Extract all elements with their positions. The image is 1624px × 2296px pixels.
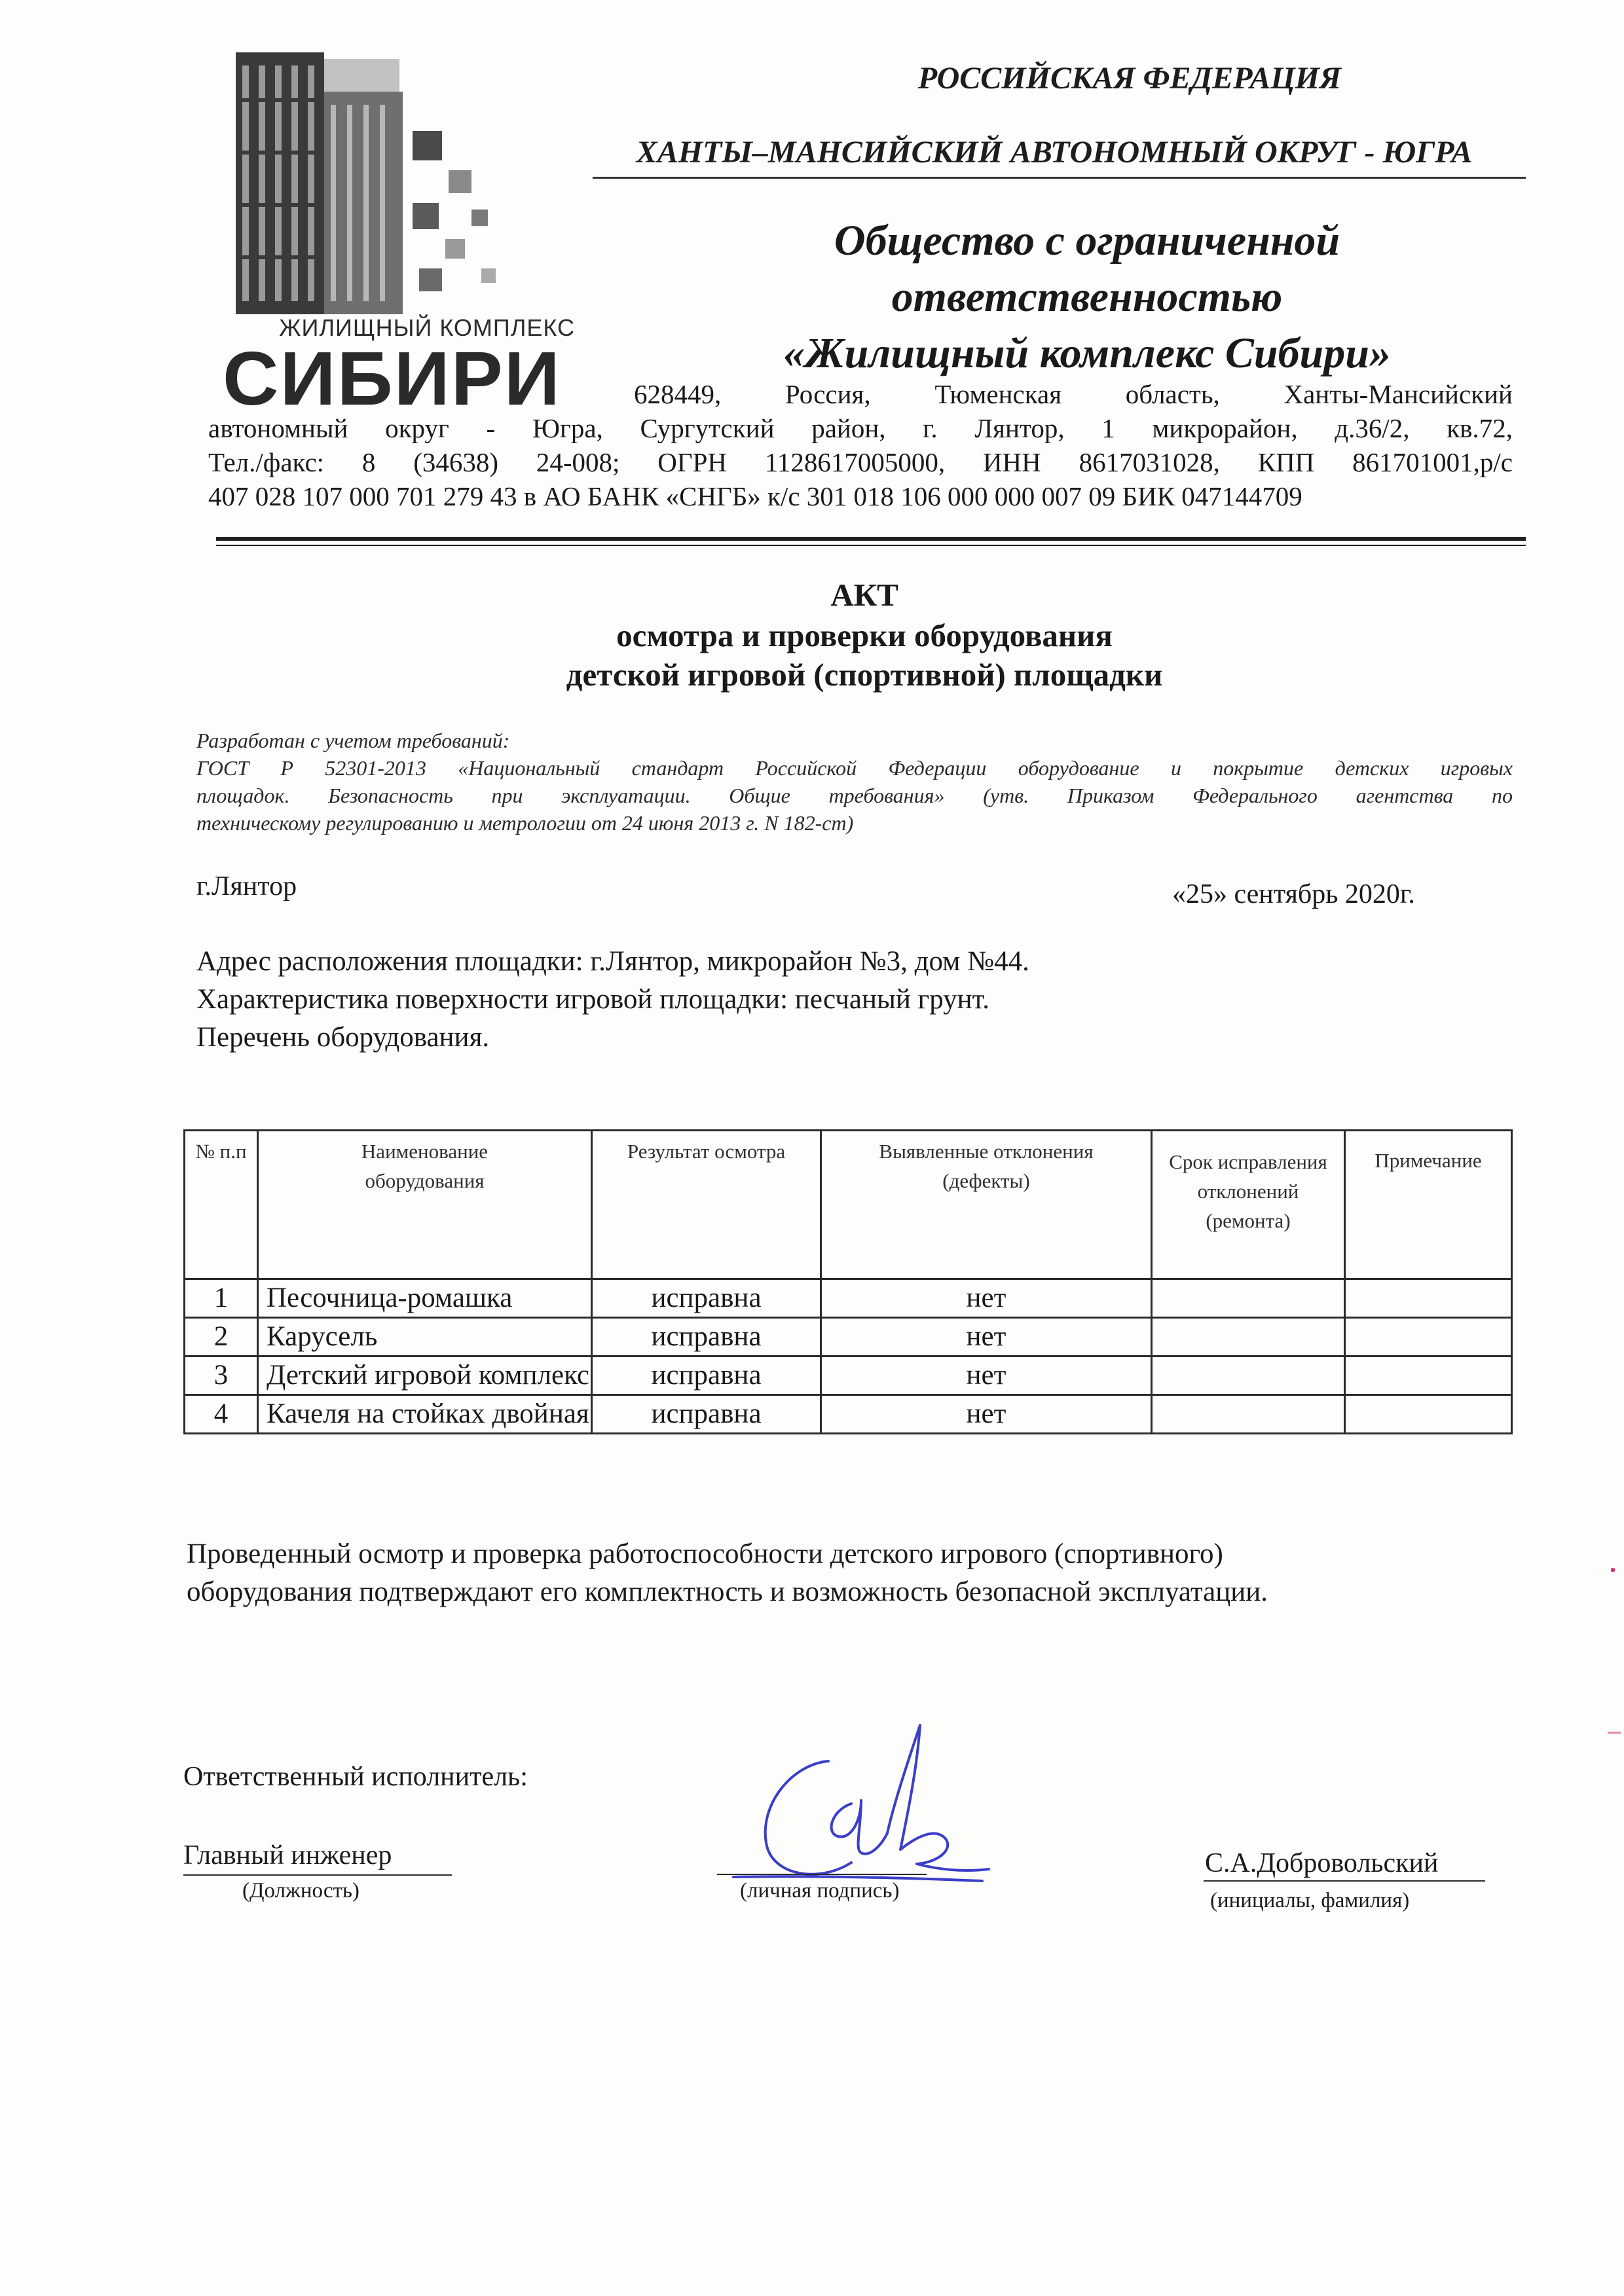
cell-term: [1152, 1395, 1345, 1434]
table-row: [185, 1395, 1512, 1434]
position-underline: [183, 1874, 452, 1876]
header-country: РОССИЙСКАЯ ФЕДЕРАЦИЯ: [917, 61, 1342, 96]
col-header-term: Срок исправления отклонений (ремонта): [1152, 1131, 1345, 1279]
equipment-list-heading: Перечень оборудования.: [196, 1022, 490, 1053]
scan-artifact: [1611, 1568, 1615, 1572]
cell-result: исправна: [592, 1318, 821, 1357]
cell-note: [1345, 1357, 1512, 1395]
address-line-1: 628449, Россия, Тюменская область, Ханты-Мансийский: [634, 379, 1513, 409]
company-requisites: [208, 377, 1513, 513]
regulatory-basis: [196, 727, 1513, 837]
document-subtitle-2: детской игровой (спортивной) площадки: [566, 657, 1163, 693]
document-date: «25» сентябрь 2020г.: [1172, 879, 1415, 909]
position-value: Главный инженер: [183, 1840, 392, 1870]
signer-name: С.А.Добровольский: [1205, 1848, 1439, 1878]
cell-term: [1152, 1279, 1345, 1318]
cell-defects: нет: [821, 1395, 1152, 1434]
cell-defects: нет: [821, 1279, 1152, 1318]
cell-num: 3: [185, 1357, 258, 1395]
cell-num: 2: [185, 1318, 258, 1357]
col-header-note: Примечание: [1345, 1131, 1512, 1279]
table-header-row: [185, 1131, 1512, 1279]
org-line-3: «Жилищный комплекс Сибири»: [783, 329, 1391, 377]
scan-artifact: [1608, 1732, 1621, 1734]
cell-note: [1345, 1395, 1512, 1434]
inspection-conclusion: [187, 1535, 1522, 1611]
conclusion-line-1: Проведенный осмотр и проверка работоспособности детского игрового (спортивного): [187, 1539, 1223, 1569]
position-caption: (Должность): [242, 1879, 360, 1903]
cell-defects: нет: [821, 1318, 1152, 1357]
cell-result: исправна: [592, 1395, 821, 1434]
signature-underline: [717, 1874, 927, 1875]
organization-name: [681, 213, 1493, 382]
signature-caption: (личная подпись): [740, 1879, 900, 1903]
requisites-divider-thin: [216, 545, 1526, 546]
cell-name: Детский игровой комплекс: [258, 1357, 592, 1395]
cell-note: [1345, 1279, 1512, 1318]
playground-address: Адрес расположения площадки: г.Лянтор, микрорайон №3, дом №44.: [196, 946, 1029, 977]
cell-result: исправна: [592, 1279, 821, 1318]
basis-line-2: ГОСТ Р 52301-2013 «Национальный стандарт Российской Федерации оборудование и покрытие детских игровых: [196, 756, 1513, 780]
cell-num: 1: [185, 1279, 258, 1318]
table-row: [185, 1357, 1512, 1395]
cell-term: [1152, 1357, 1345, 1395]
basis-line-1: Разработан с учетом требований:: [196, 729, 510, 752]
cell-name: Качеля на стойках двойная: [258, 1395, 592, 1434]
equipment-table: [183, 1129, 1513, 1434]
address-line-3: Тел./факс: 8 (34638) 24-008; ОГРН 1128617005000, ИНН 8617031028, КПП 861701001,р/с: [208, 447, 1513, 477]
conclusion-line-2: оборудования подтверждают его комплектность и возможность безопасной эксплуатации.: [187, 1576, 1268, 1607]
header-divider: [593, 177, 1526, 179]
logo-caption-small: ЖИЛИЩНЫЙ КОМПЛЕКС: [279, 314, 575, 341]
org-line-2: ответственностью: [891, 273, 1283, 321]
header-region: ХАНТЫ–МАНСИЙСКИЙ АВТОНОМНЫЙ ОКРУГ - ЮГРА: [636, 135, 1473, 170]
document-title: АКТ: [830, 577, 898, 613]
col-header-result: Результат осмотра: [592, 1131, 821, 1279]
requisites-divider-thick: [216, 537, 1526, 541]
org-line-1: Общество с ограниченной: [834, 217, 1340, 264]
address-line-2: автономный округ - Югра, Сургутский район, г. Лянтор, 1 микрорайон, д.36/2, кв.72,: [208, 413, 1513, 443]
logo-caption-large: СИБИРИ: [223, 336, 561, 421]
document-place: г.Лянтор: [196, 871, 297, 902]
signer-name-underline: [1204, 1880, 1485, 1882]
company-logo: [223, 52, 576, 421]
cell-note: [1345, 1318, 1512, 1357]
col-header-name: Наименование оборудования: [258, 1131, 592, 1279]
playground-surface: Характеристика поверхности игровой площадки: песчаный грунт.: [196, 984, 989, 1015]
signer-name-caption: (инициалы, фамилия): [1210, 1889, 1410, 1912]
basis-line-3: площадок. Безопасность при эксплуатации. Общие требования» (утв. Приказом Федерального агентства по: [196, 784, 1513, 807]
cell-name: Песочница-ромашка: [258, 1279, 592, 1318]
responsible-label: Ответственный исполнитель:: [183, 1762, 528, 1792]
cell-defects: нет: [821, 1357, 1152, 1395]
cell-name: Карусель: [258, 1318, 592, 1357]
document-subtitle-1: осмотра и проверки оборудования: [616, 617, 1113, 653]
playground-info: [196, 943, 1506, 1057]
cell-term: [1152, 1318, 1345, 1357]
table-row: [185, 1318, 1512, 1357]
cell-result: исправна: [592, 1357, 821, 1395]
col-header-num: № п.п: [185, 1131, 258, 1279]
basis-line-4: техническому регулированию и метрологии от 24 июня 2013 г. N 182-ст): [196, 811, 854, 835]
col-header-defects: Выявленные отклонения (дефекты): [821, 1131, 1152, 1279]
table-row: [185, 1279, 1512, 1318]
address-line-4: 407 028 107 000 701 279 43 в АО БАНК «СНГБ» к/с 301 018 106 000 000 007 09 БИК 047144709: [208, 481, 1302, 511]
cell-num: 4: [185, 1395, 258, 1434]
building-logo-icon: [223, 52, 576, 314]
